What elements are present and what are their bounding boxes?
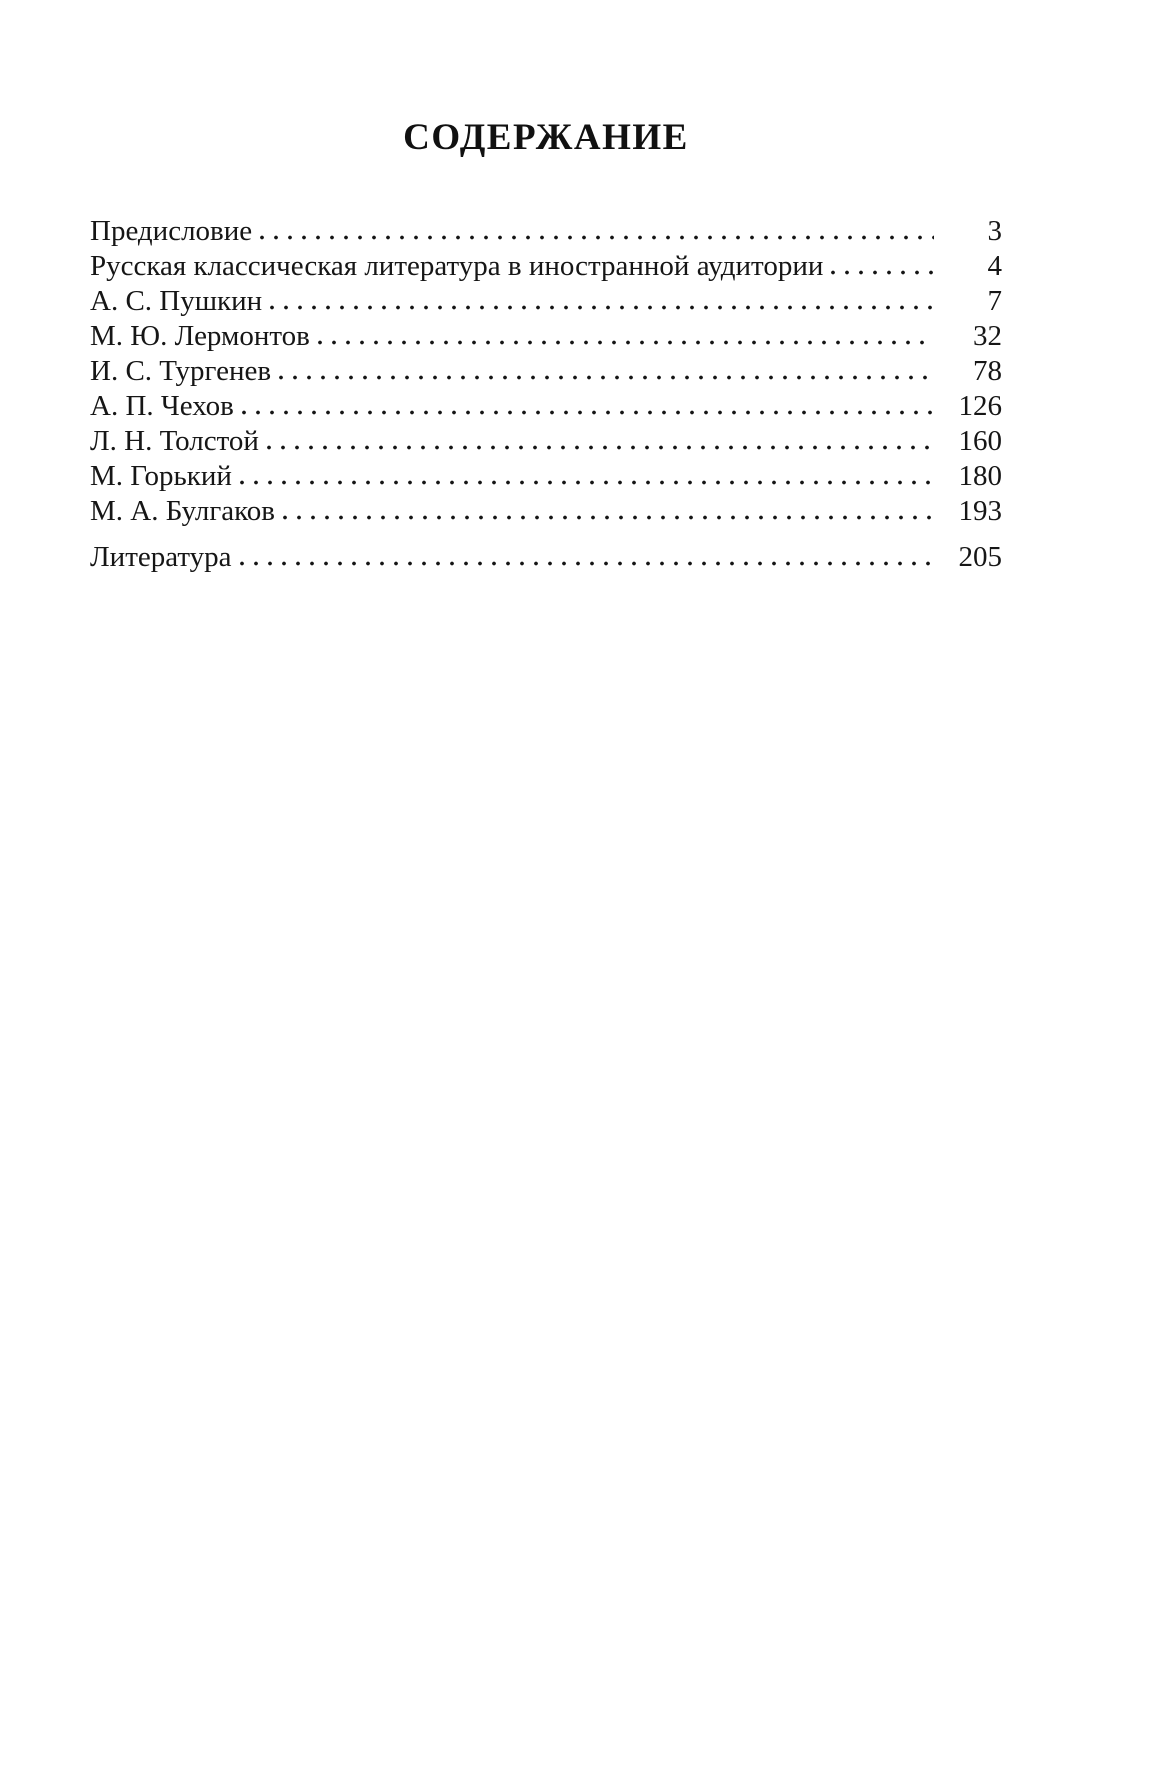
book-page xyxy=(90,116,1002,575)
toc-entry-label: А. П. Чехов xyxy=(90,390,234,423)
toc-entry-label: И. С. Тургенев xyxy=(90,355,272,388)
toc-entry xyxy=(90,249,1002,284)
toc-entry-page: 3 xyxy=(987,215,1002,248)
toc-entry-page: 205 xyxy=(958,541,1002,574)
toc-entry xyxy=(90,389,1002,424)
toc-entry xyxy=(90,319,1002,354)
toc-entry xyxy=(90,214,1002,249)
toc-entry-label: Л. Н. Толстой xyxy=(90,425,259,458)
toc-entry xyxy=(90,284,1002,319)
toc-entry-page: 7 xyxy=(987,285,1002,318)
dot-leader xyxy=(270,305,934,310)
toc-title: СОДЕРЖАНИЕ xyxy=(403,117,689,158)
dot-leader xyxy=(242,410,934,415)
toc-entry-label: М. Ю. Лермонтов xyxy=(90,320,310,353)
dot-leader xyxy=(267,445,934,450)
toc-entry-page: 126 xyxy=(958,390,1002,423)
toc-entry xyxy=(90,354,1002,389)
toc-entry-page: 180 xyxy=(958,460,1002,493)
toc-entry-label: Русская классическая литература в иностранной аудитории xyxy=(90,250,824,283)
dot-leader xyxy=(283,515,934,520)
toc-entry xyxy=(90,424,1002,459)
toc-entry-page: 193 xyxy=(958,495,1002,528)
toc-entry xyxy=(90,494,1002,529)
toc-entry-label: М. Горький xyxy=(90,460,232,493)
toc-entry xyxy=(90,540,1002,575)
dot-leader xyxy=(260,235,934,240)
toc-entry-page: 4 xyxy=(987,250,1002,283)
toc-entry-page: 160 xyxy=(958,425,1002,458)
toc-entry-label: Предисловие xyxy=(90,215,253,248)
dot-leader xyxy=(279,375,934,380)
toc-entry-page: 32 xyxy=(973,320,1002,353)
toc-list xyxy=(90,214,1002,575)
dot-leader xyxy=(240,561,934,566)
toc-entry-label: А. С. Пушкин xyxy=(90,285,263,318)
toc-entry-page: 78 xyxy=(973,355,1002,388)
toc-entry-label: М. А. Булгаков xyxy=(90,495,275,528)
toc-entry-label: Литература xyxy=(90,541,232,574)
dot-leader xyxy=(240,480,934,485)
dot-leader xyxy=(831,270,934,275)
dot-leader xyxy=(318,340,934,345)
toc-entry xyxy=(90,459,1002,494)
